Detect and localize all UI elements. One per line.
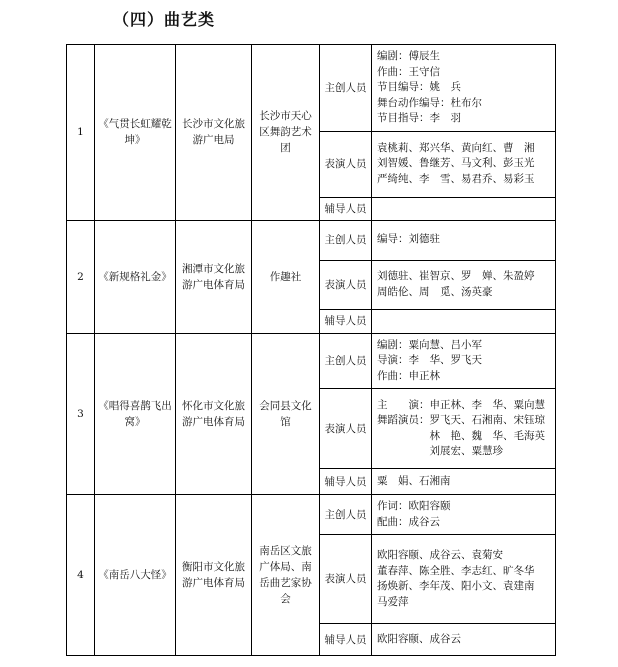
work-title: 《气贯长虹耀乾坤》 — [95, 45, 176, 221]
creators-list — [372, 333, 556, 389]
person-line: 舞蹈演员：罗飞天、石湘南、宋钰琼 — [377, 414, 545, 426]
recommending-unit: 衡阳市文化旅游广电体育局 — [176, 495, 252, 656]
role-label: 辅导人员 — [320, 309, 372, 333]
tutors-list — [372, 197, 556, 220]
performing-unit: 会同县文化馆 — [252, 333, 320, 495]
row-index: 3 — [67, 333, 95, 495]
person-line: 主 演：申正林、李 华、粟向慧 — [377, 398, 545, 411]
person-line: 作词：欧阳容颐 — [377, 500, 451, 512]
person-line: 欧阳容颐、成谷云、袁菊安 — [377, 549, 503, 561]
role-label: 辅导人员 — [320, 197, 372, 220]
person-line: 编剧：傅辰生 — [377, 50, 440, 62]
row-index: 2 — [67, 220, 95, 333]
person-line: 舞台动作编导：杜布尔 — [377, 96, 482, 109]
table-row — [67, 220, 556, 260]
work-title: 《南岳八大怪》 — [95, 495, 176, 656]
creators-list — [372, 495, 556, 535]
person-line: 粟 娟、石湘南 — [377, 474, 451, 487]
performing-unit: 南岳区文旅广体局、南岳曲艺家协会 — [252, 495, 320, 656]
section-heading: （四）曲艺类 — [113, 10, 216, 29]
creators-list — [372, 220, 556, 260]
recommending-unit: 湘潭市文化旅游广电体育局 — [176, 220, 252, 333]
person-line: 导演：李 华、罗飞天 — [377, 354, 482, 366]
person-line: 编导：刘德驻 — [377, 233, 440, 246]
person-line: 董春萍、陈全胜、李志红、旷冬华 — [377, 564, 535, 577]
role-label: 表演人员 — [320, 131, 372, 197]
work-title: 《唱得喜鹊飞出窝》 — [95, 333, 176, 495]
person-line: 扬焕新、李年茂、阳小文、袁建南 — [377, 580, 535, 592]
role-label: 表演人员 — [320, 535, 372, 624]
person-line: 作曲：申正林 — [377, 369, 440, 382]
tutors-list — [372, 309, 556, 333]
row-index: 1 — [67, 45, 95, 221]
role-label: 表演人员 — [320, 260, 372, 309]
person-line: 林 艳、魏 华、毛海英 — [377, 429, 545, 442]
award-table — [66, 44, 556, 656]
performers-list — [372, 389, 556, 469]
performing-unit: 长沙市天心区舞韵艺术团 — [252, 45, 320, 221]
person-line: 马爱萍 — [377, 595, 409, 608]
table-row — [67, 333, 556, 389]
person-line: 编剧：粟向慧、吕小军 — [377, 338, 482, 351]
role-label: 表演人员 — [320, 389, 372, 469]
role-label: 主创人员 — [320, 220, 372, 260]
person-line: 刘展宏、粟慧珍 — [377, 445, 503, 457]
role-label: 主创人员 — [320, 495, 372, 535]
person-line: 欧阳容颐、成谷云 — [377, 632, 461, 645]
person-line: 刘智媛、鲁继芳、马文利、彭玉光 — [377, 157, 535, 170]
performers-list — [372, 131, 556, 197]
person-line: 作曲：王守信 — [377, 65, 440, 78]
person-line: 节目编导：姚 兵 — [377, 81, 461, 93]
person-line: 节目指导：李 羽 — [377, 112, 461, 124]
person-line: 配曲：成谷云 — [377, 515, 440, 528]
role-label: 主创人员 — [320, 45, 372, 132]
role-label: 主创人员 — [320, 333, 372, 389]
table-row — [67, 45, 556, 132]
tutors-list — [372, 469, 556, 495]
table-row — [67, 495, 556, 535]
recommending-unit: 长沙市文化旅游广电局 — [176, 45, 252, 221]
performers-list — [372, 260, 556, 309]
performing-unit: 作趣社 — [252, 220, 320, 333]
role-label: 辅导人员 — [320, 624, 372, 656]
tutors-list — [372, 624, 556, 656]
role-label: 辅导人员 — [320, 469, 372, 495]
person-line: 周皓伦、周 觅、汤英豪 — [377, 285, 493, 298]
recommending-unit: 怀化市文化旅游广电体育局 — [176, 333, 252, 495]
performers-list — [372, 535, 556, 624]
creators-list — [372, 45, 556, 132]
award-table-body — [67, 45, 556, 656]
work-title: 《新规格礼金》 — [95, 220, 176, 333]
row-index: 4 — [67, 495, 95, 656]
person-line: 严绮纯、李 雪、易君乔、易彩玉 — [377, 172, 535, 185]
person-line: 刘德驻、崔智京、罗 婵、朱盈婷 — [377, 270, 535, 282]
person-line: 袁桃莉、郑兴华、黄向红、曹 湘 — [377, 141, 535, 154]
